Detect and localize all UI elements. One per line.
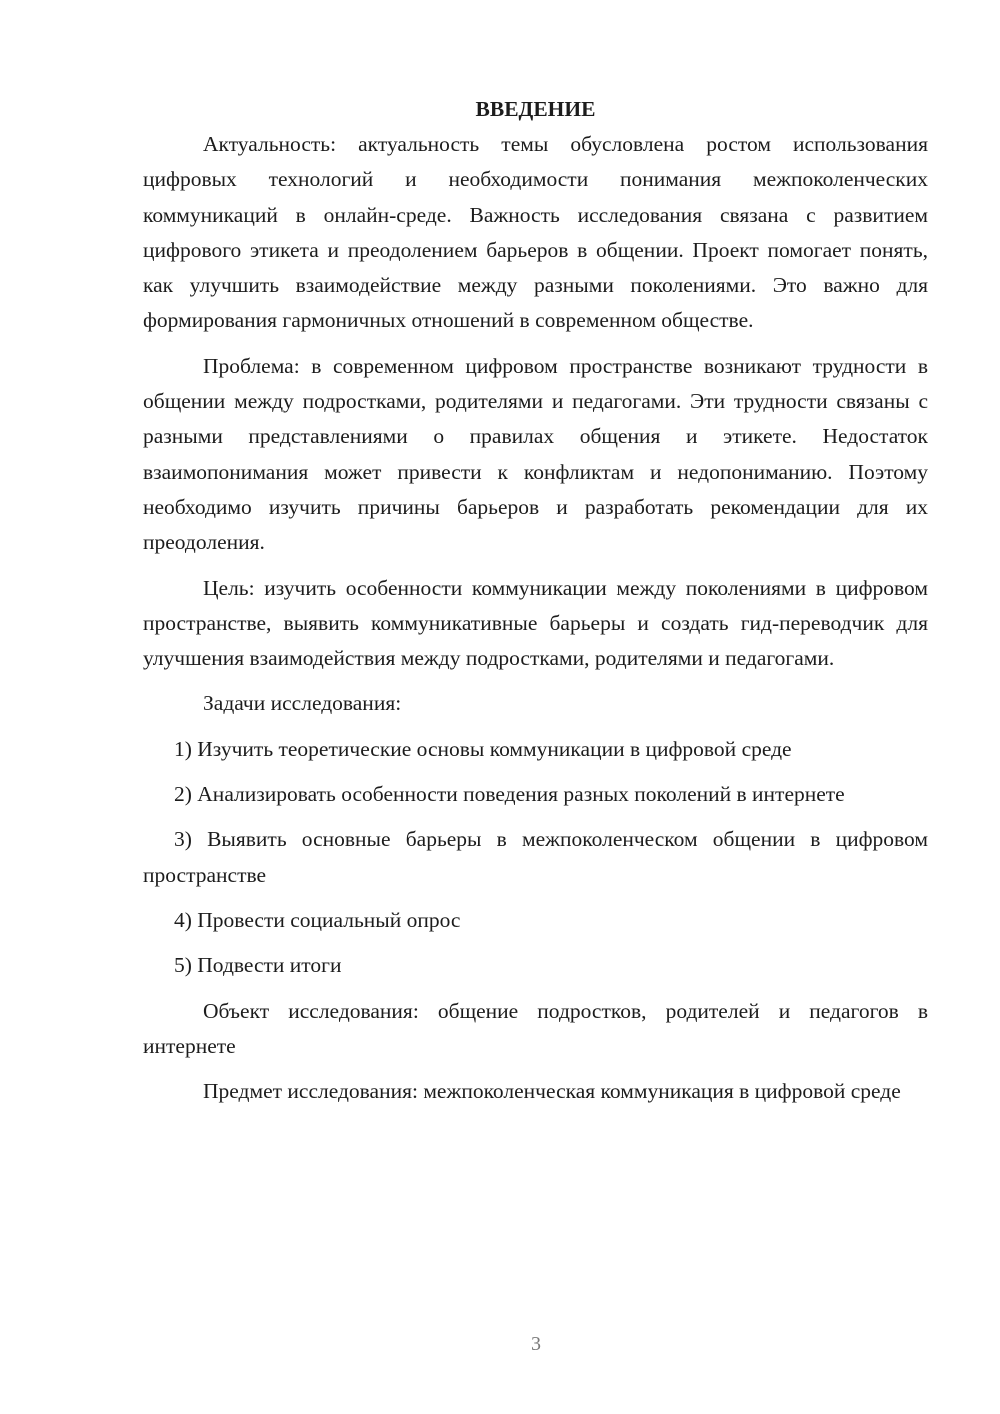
- goal-paragraph: Цель: изучить особенности коммуникации между поколениями в цифровом пространстве, выявить коммуникативные барьеры и создать гид-переводчик для улучшения взаимодействия между подростками, родителями и педагогами.: [143, 575, 928, 671]
- page-title: ВВЕДЕНИЕ: [475, 97, 596, 121]
- list-item: 4) Провести социальный опрос: [174, 907, 461, 932]
- document-body: [143, 92, 928, 1109]
- relevance-paragraph: Актуальность: актуальность темы обусловлена ростом использования цифровых технологий и необходимости понимания межпоколенческих коммуникаций в онлайн-среде. Важность исследования связана с развитием цифрового этикета и преодолением барьеров в общении. Проект помогает понять, как улучшить взаимодействие между разными поколениями. Это важно для формирования гармоничных отношений в современном обществе.: [143, 132, 928, 333]
- list-item: 5) Подвести итоги: [174, 953, 342, 978]
- object-paragraph: Объект исследования: общение подростков, родителей и педагогов в интернете: [143, 998, 928, 1058]
- list-item: 1) Изучить теоретические основы коммуникации в цифровой среде: [174, 736, 792, 761]
- list-item: 3) Выявить основные барьеры в межпоколенческом общении в цифровом пространстве: [143, 827, 928, 887]
- tasks-heading: Задачи исследования:: [203, 691, 402, 716]
- subject-paragraph: Предмет исследования: межпоколенческая коммуникация в цифровой среде: [203, 1079, 901, 1104]
- problem-paragraph: Проблема: в современном цифровом пространстве возникают трудности в общении между подростками, родителями и педагогами. Эти трудности связаны с разными представлениями о правилах общения и этикете. Недостаток взаимопонимания может привести к конфликтам и недопониманию. Поэтому необходимо изучить причины барьеров и разработать рекомендации для их преодоления.: [143, 353, 928, 555]
- tasks-list: [143, 732, 928, 984]
- list-item: 2) Анализировать особенности поведения разных поколений в интернете: [174, 782, 845, 807]
- page-number: 3: [531, 1333, 541, 1355]
